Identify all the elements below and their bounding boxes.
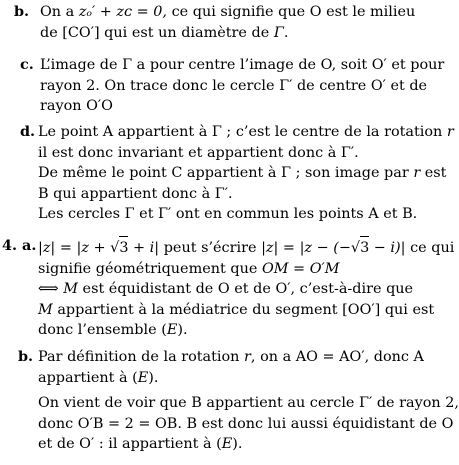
text-line: L’image de Γ a pour centre l’image de O, soit O′ et pour <box>40 57 445 73</box>
text-line: donc l’ensemble (E). <box>38 322 188 338</box>
text-line: rayon 2. On trace donc le cercle Γ′ de centre O′ et de <box>40 77 428 94</box>
text-line: Le point A appartient à Γ ; c’est le centre de la rotation r <box>38 124 454 140</box>
text-line: et de O′ : il appartient à (E). <box>38 436 243 452</box>
text-line: il est donc invariant et appartient donc à Γ′. <box>38 144 359 161</box>
item-body <box>38 122 454 225</box>
text-line: ⟺ M est équidistant de O et de O′, c’est-à-dire que <box>38 281 414 297</box>
text-line: rayon O′O <box>40 98 113 114</box>
text-line: M appartient à la médiatrice du segment [OO′] qui est <box>38 301 435 318</box>
item-label: d. <box>20 123 36 140</box>
text-line: On a zₒ′ + zᴄ = 0, ce qui signifie que O est le milieu <box>40 4 416 20</box>
text-line: Les cercles Γ et Γ′ ont en commun les points A et B. <box>38 206 418 222</box>
text-line: |z| = |z + √3 + i| peut s’écrire |z| = |z − (−√3 − i)| ce qui <box>38 236 444 259</box>
item-label: b. <box>18 348 34 365</box>
item-label: c. <box>20 56 34 73</box>
text-line: donc O′B = 2 = OB. B est donc lui aussi équidistant de O <box>38 415 454 432</box>
item-body <box>38 236 455 341</box>
text-line: On vient de voir que B appartient au cercle Γ′ de rayon 2, <box>38 395 459 411</box>
item-body <box>38 347 459 455</box>
item-label: b. <box>14 3 30 20</box>
item-body <box>40 2 444 43</box>
item-label: 4. a. <box>2 237 37 254</box>
text-line: Par définition de la rotation r, on a AO = AO′, donc A <box>38 349 424 365</box>
text-line: signifie géométriquement que OM = O′M <box>38 260 340 277</box>
text-line: De même le point C appartient à Γ ; son image par r est <box>38 165 447 181</box>
item-body <box>40 55 444 117</box>
text-line: B qui appartient donc à Γ′. <box>38 185 233 202</box>
text-line: appartient à (E). <box>38 369 159 386</box>
text-line: de [CO′] qui est un diamètre de Γ. <box>40 24 289 41</box>
